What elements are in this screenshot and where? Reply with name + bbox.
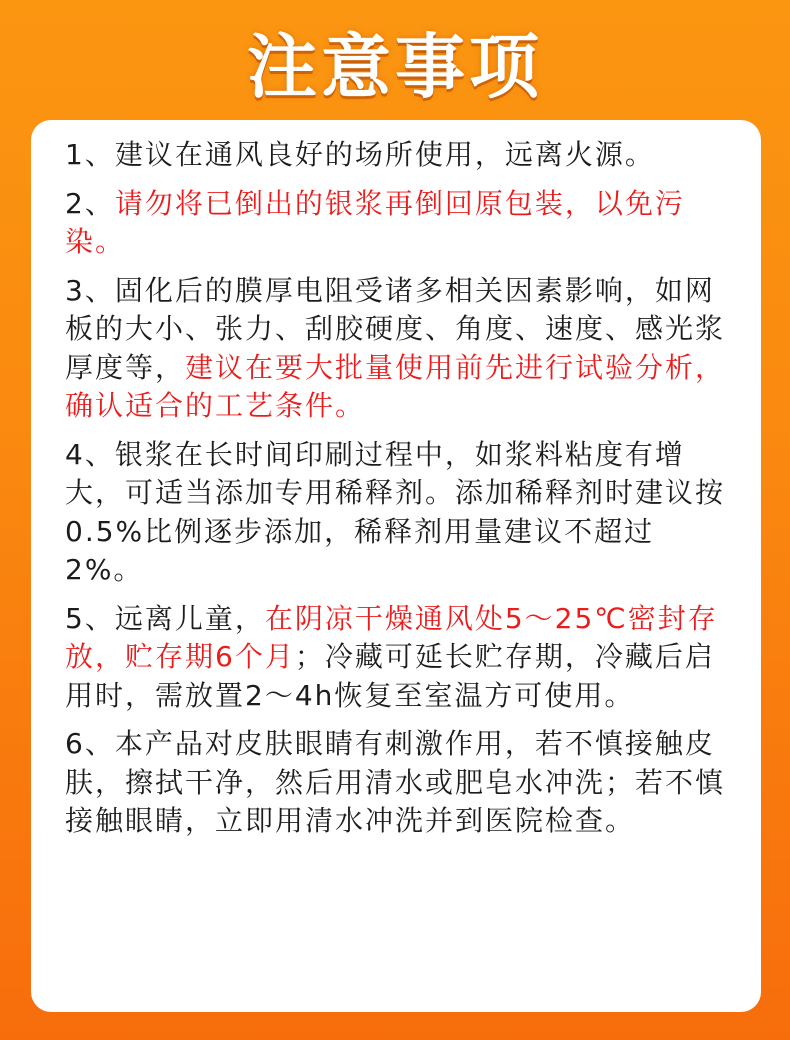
note-text: 固化后的膜厚电阻受诸多相关因素影响，如网板的大小、张力、刮胶硬度、角度、速度、感光浆厚度等， — [65, 273, 726, 384]
page-title: 注意事项 — [247, 26, 543, 108]
notes-card — [31, 120, 761, 1012]
note-number: 2、 — [65, 186, 115, 220]
note-item-1 — [65, 136, 731, 175]
note-text-after: ；冷藏可延长贮存期，冷藏后启用时，需放置2～4h恢复至室温方可使用。 — [65, 640, 715, 712]
note-text: 建议在通风良好的场所使用，远离火源。 — [114, 138, 655, 171]
note-number: 4、 — [65, 437, 115, 471]
note-item-4 — [65, 436, 731, 590]
note-item-5 — [65, 600, 731, 716]
note-text: 远离儿童， — [114, 601, 265, 635]
note-text: 本产品对皮肤眼睛有刺激作用，若不慎接触皮肤，擦拭干净，然后用清水或肥皂水冲洗；若不慎接触眼睛，立即用清水冲洗并到医院检查。 — [65, 727, 726, 837]
note-item-6 — [65, 725, 731, 841]
note-item-2 — [65, 185, 731, 262]
note-number: 5、 — [65, 601, 115, 635]
note-highlight: 在阴凉干燥通风处5～25℃密封存放，贮存期6个月 — [65, 601, 718, 673]
note-highlight: 请勿将已倒出的银浆再倒回原包装，以免污染。 — [65, 186, 685, 258]
note-item-3 — [65, 272, 731, 426]
note-text: 银浆在长时间印刷过程中，如浆料粘度有增大，可适当添加专用稀释剂。添加稀释剂时建议按0.5%比例逐步添加，稀释剂用量建议不超过2%。 — [65, 437, 726, 586]
note-number: 3、 — [65, 273, 115, 307]
note-highlight: 建议在要大批量使用前先进行试验分析，确认适合的工艺条件。 — [65, 350, 726, 422]
note-number: 6、 — [65, 727, 115, 760]
note-number: 1、 — [65, 138, 115, 171]
